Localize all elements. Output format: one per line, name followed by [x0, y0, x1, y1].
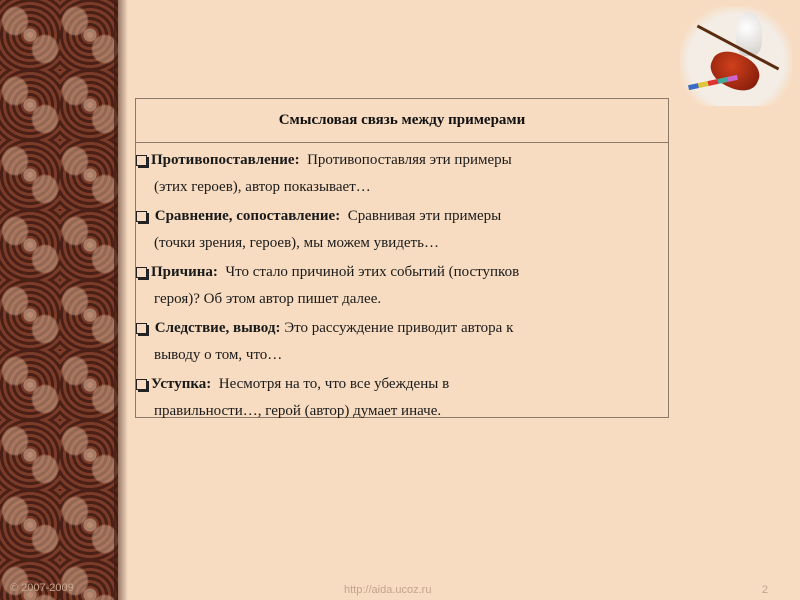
checkbox-bullet-icon — [136, 267, 147, 278]
item-term: Следствие, вывод: — [154, 320, 281, 336]
item-text: Противопоставляя эти примеры — [307, 152, 512, 168]
list-item — [136, 371, 660, 425]
table-body — [136, 143, 668, 425]
item-term: Уступка: — [151, 376, 212, 392]
item-text-continued: героя)? Об этом автор пишет далее. — [154, 291, 382, 307]
table-header: Смысловая связь между примерами — [136, 99, 668, 143]
list-item — [136, 203, 660, 257]
list-item — [136, 147, 660, 201]
item-text: Несмотря на то, что все убеждены в — [218, 376, 450, 392]
page-number: 2 — [761, 584, 768, 596]
checkbox-bullet-icon — [136, 155, 147, 166]
checkbox-bullet-icon — [136, 211, 147, 222]
item-term: Противопоставление: — [151, 152, 300, 168]
item-text: Что стало причиной этих событий (поступков — [225, 264, 520, 280]
checkbox-bullet-icon — [136, 379, 147, 390]
list-item — [136, 315, 660, 369]
checkbox-bullet-icon — [136, 323, 147, 334]
item-text-continued: (этих героев), автор показывает… — [154, 179, 371, 195]
item-term: Сравнение, сопоставление: — [154, 208, 341, 224]
violin-illustration — [680, 6, 792, 106]
item-term: Причина: — [151, 264, 218, 280]
item-text: Сравнивая эти примеры — [347, 208, 502, 224]
footer-url: http://aida.ucoz.ru — [344, 584, 432, 596]
list-item — [136, 259, 660, 313]
decorative-border — [0, 0, 118, 600]
item-text-continued: выводу о том, что… — [154, 347, 283, 363]
item-text: Это рассуждение приводит автора к — [284, 320, 514, 336]
item-text-continued: правильности…, герой (автор) думает иначе. — [154, 403, 442, 419]
copyright-text: © 2007-2009 — [10, 582, 74, 594]
item-text-continued: (точки зрения, героев), мы можем увидеть… — [154, 235, 439, 251]
content-table — [135, 98, 669, 418]
